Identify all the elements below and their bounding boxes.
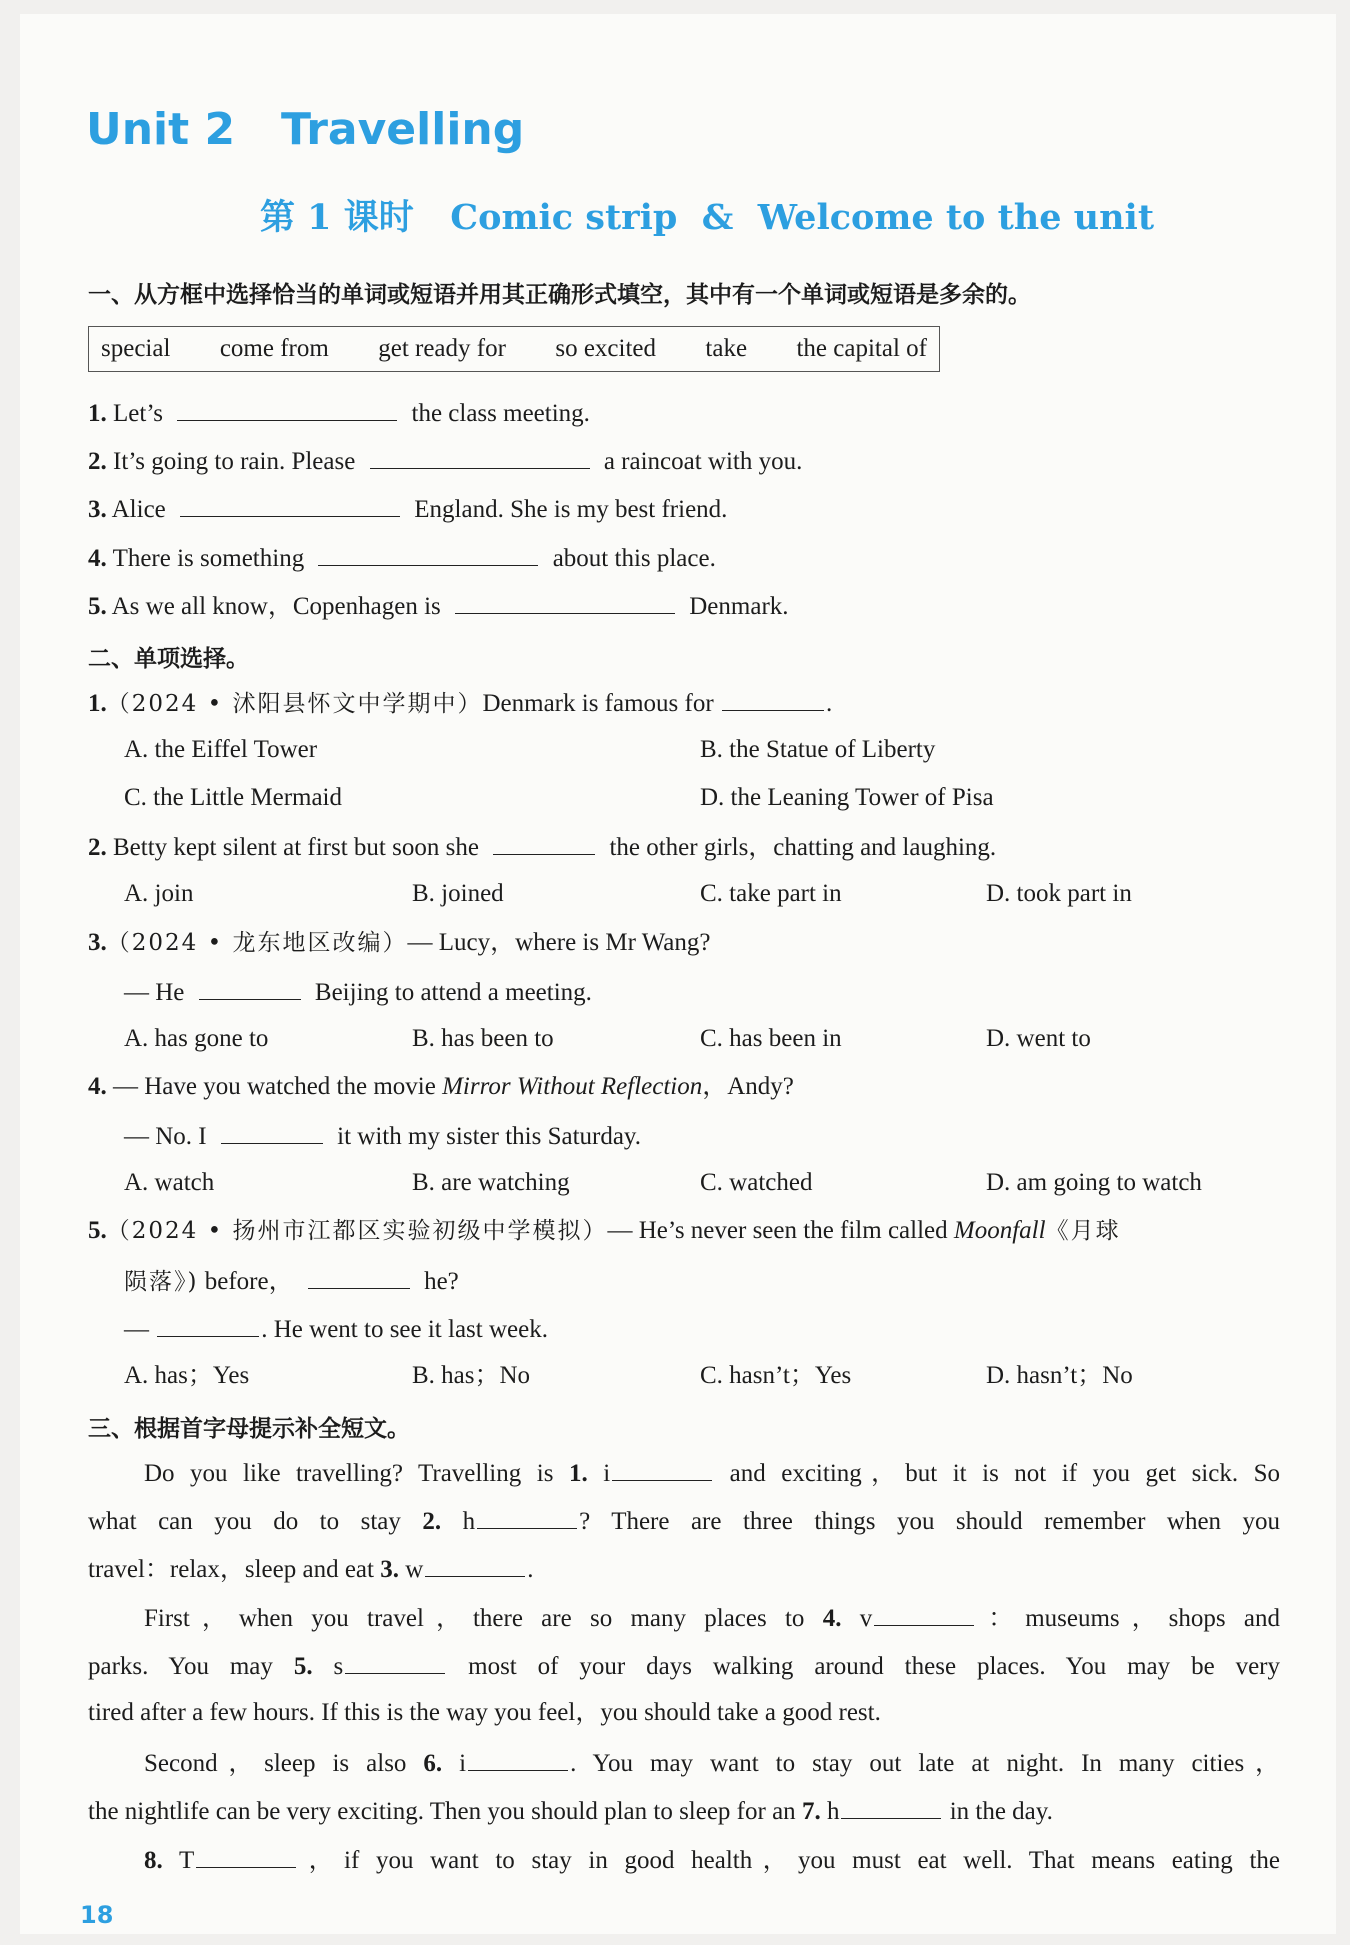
question-stem: the other girls，chatting and laughing. <box>609 834 997 861</box>
question-stem: ，Andy? <box>702 1073 794 1100</box>
blank-number: 6. <box>423 1750 443 1777</box>
blank-number: 2. <box>422 1508 442 1535</box>
initial-letter: h <box>820 1798 840 1825</box>
answer-blank[interactable] <box>177 396 397 421</box>
question-1 <box>88 686 832 720</box>
item-number: 4. <box>88 1073 107 1100</box>
item-number: 2. <box>88 448 107 475</box>
passage-text: parks. You may <box>88 1653 294 1680</box>
item-text: It’s going to rain. Please <box>113 448 356 475</box>
word-option: the capital of <box>796 335 927 362</box>
question-source: （2024 • 扬州市江都区实验初级中学模拟） <box>106 1218 608 1244</box>
item-text: As we all know，Copenhagen is <box>111 593 441 620</box>
option-c[interactable]: C. watched <box>700 1169 813 1196</box>
initial-letter: v <box>841 1605 873 1632</box>
answer-blank[interactable] <box>455 589 675 614</box>
answer-blank[interactable] <box>425 1552 525 1577</box>
answer-blank[interactable] <box>722 686 824 711</box>
question-stem: — No. I <box>124 1123 207 1150</box>
passage-text: ? There are three things you should remember when you <box>579 1508 1281 1535</box>
answer-blank[interactable] <box>308 1264 410 1289</box>
question-4-line2 <box>124 1119 641 1153</box>
blank-number: 1. <box>568 1460 588 1487</box>
passage-text: what can you do to stay <box>88 1508 423 1535</box>
word-box <box>88 326 940 372</box>
passage-text: Second，sleep is also <box>144 1750 424 1777</box>
question-stem: — Lucy，where is Mr Wang? <box>407 929 711 956</box>
question-stem: before， <box>198 1268 294 1295</box>
option-a[interactable]: A. watch <box>124 1169 215 1196</box>
answer-blank[interactable] <box>493 830 595 855</box>
passage-line <box>88 1552 1280 1586</box>
option-a[interactable]: A. has gone to <box>124 1025 269 1052</box>
passage-text: the nightlife can be very exciting. Then you should plan to sleep for an <box>88 1798 802 1825</box>
question-3 <box>88 927 711 959</box>
question-stem: he? <box>424 1268 459 1295</box>
option-c[interactable]: C. has been in <box>700 1025 842 1052</box>
passage-line <box>144 1601 1280 1635</box>
option-a[interactable]: A. join <box>124 880 194 907</box>
item-number: 1. <box>88 400 107 427</box>
fill-item <box>88 444 802 478</box>
option-d[interactable]: D. the Leaning Tower of Pisa <box>700 784 994 811</box>
question-stem: Beijing to attend a meeting. <box>314 979 592 1006</box>
question-3-line2 <box>124 975 592 1009</box>
passage-text: Do you like travelling? Travelling is <box>144 1460 569 1487</box>
answer-blank[interactable] <box>612 1456 712 1481</box>
question-5-line2 <box>124 1264 459 1298</box>
answer-blank[interactable] <box>874 1601 974 1626</box>
passage-text: travel：relax，sleep and eat <box>88 1556 381 1583</box>
question-stem: . He went to see it last week. <box>261 1316 548 1343</box>
option-d[interactable]: D. am going to watch <box>986 1169 1202 1196</box>
initial-letter: i <box>442 1750 467 1777</box>
answer-blank[interactable] <box>199 975 301 1000</box>
answer-blank[interactable] <box>477 1504 577 1529</box>
answer-blank[interactable] <box>345 1649 445 1674</box>
passage-line <box>144 1843 1280 1877</box>
option-a[interactable]: A. has；Yes <box>124 1362 250 1389</box>
question-5 <box>88 1215 1121 1247</box>
fill-item <box>88 589 789 623</box>
item-number: 3. <box>88 929 107 956</box>
option-b[interactable]: B. joined <box>412 880 504 907</box>
option-d[interactable]: D. took part in <box>986 880 1132 907</box>
answer-blank[interactable] <box>841 1794 941 1819</box>
page-number: 18 <box>80 1901 114 1929</box>
blank-number: 8. <box>144 1847 163 1874</box>
answer-blank[interactable] <box>196 1843 296 1868</box>
item-text: Let’s <box>113 400 163 427</box>
initial-letter: s <box>312 1653 344 1680</box>
passage-line <box>144 1456 1280 1490</box>
answer-blank[interactable] <box>318 541 538 566</box>
item-text: Denmark. <box>689 593 789 620</box>
passage-text: most of your days walking around these places. You may be very <box>447 1653 1280 1680</box>
unit-title: Unit 2 Travelling <box>86 104 525 155</box>
option-d[interactable]: D. hasn’t；No <box>986 1362 1133 1389</box>
passage-text: . <box>527 1556 534 1583</box>
question-stem: — Have you watched the movie <box>113 1073 436 1100</box>
blank-number: 5. <box>293 1653 313 1680</box>
question-2 <box>88 830 996 864</box>
item-number: 5. <box>88 1217 107 1244</box>
passage-text: . You may want to stay out late at night. In many cities， <box>570 1750 1280 1777</box>
page <box>20 14 1336 1934</box>
passage-line <box>88 1697 1280 1729</box>
word-option: come from <box>219 335 329 362</box>
passage-line <box>88 1504 1280 1538</box>
film-title: Moonfall <box>953 1217 1046 1244</box>
item-text: There is something <box>112 545 305 572</box>
passage-line <box>88 1794 1280 1828</box>
punct: . <box>825 690 833 717</box>
word-option: so excited <box>555 335 657 362</box>
passage-text: ，if you want to stay in good health，you must eat well. That means eating the <box>298 1847 1280 1874</box>
initial-letter: w <box>398 1556 424 1583</box>
item-number: 1. <box>88 690 107 717</box>
passage-line <box>144 1746 1280 1780</box>
question-stem: Denmark is famous for <box>482 690 714 717</box>
option-d[interactable]: D. went to <box>986 1025 1091 1052</box>
passage-line <box>88 1649 1280 1683</box>
option-b[interactable]: B. has been to <box>412 1025 554 1052</box>
fill-item <box>88 541 716 575</box>
initial-letter: T <box>162 1847 195 1874</box>
section3-heading: 三、根据首字母提示补全短文。 <box>88 1416 410 1442</box>
word-option: special <box>101 335 171 362</box>
word-option: take <box>705 335 748 362</box>
answer-blank[interactable] <box>221 1119 323 1144</box>
option-a[interactable]: A. the Eiffel Tower <box>124 736 318 763</box>
passage-text: First，when you travel，there are so many places to <box>144 1605 823 1632</box>
fill-item <box>88 492 727 526</box>
option-b[interactable]: B. has；No <box>412 1362 531 1389</box>
initial-letter: i <box>587 1460 611 1487</box>
question-source: （2024 • 沭阳县怀文中学期中） <box>106 691 483 717</box>
answer-blank[interactable] <box>370 444 590 469</box>
film-title-cn: 陨落》) <box>124 1269 199 1295</box>
answer-blank[interactable] <box>180 492 400 517</box>
section1-heading: 一、从方框中选择恰当的单词或短语并用其正确形式填空，其中有一个单词或短语是多余的。 <box>88 282 1031 308</box>
passage-text: and exciting，but it is not if you get sick. So <box>714 1460 1280 1487</box>
option-c[interactable]: C. take part in <box>700 880 842 907</box>
item-number: 3. <box>88 496 107 523</box>
passage-text: in the day. <box>943 1798 1053 1825</box>
blank-number: 4. <box>822 1605 842 1632</box>
question-4 <box>88 1071 794 1103</box>
item-text: a raincoat with you. <box>603 448 803 475</box>
film-title-cn: 《月球 <box>1045 1218 1121 1244</box>
option-c[interactable]: C. the Little Mermaid <box>124 784 343 811</box>
lesson-title: 第 1 课时 Comic strip & Welcome to the unit <box>260 197 1155 238</box>
passage-text: tired after a few hours. If this is the way you feel，you should take a good rest. <box>88 1699 881 1726</box>
initial-letter: h <box>441 1508 476 1535</box>
item-number: 2. <box>88 834 107 861</box>
item-text: the class meeting. <box>411 400 590 427</box>
answer-blank[interactable] <box>468 1746 568 1771</box>
question-stem: — He <box>124 979 185 1006</box>
word-option: get ready for <box>378 335 506 362</box>
blank-number: 7. <box>801 1798 821 1825</box>
item-number: 5. <box>88 593 107 620</box>
answer-blank[interactable] <box>157 1312 259 1337</box>
question-stem: — <box>124 1316 149 1343</box>
question-stem: Betty kept silent at first but soon she <box>113 834 479 861</box>
question-stem: it with my sister this Saturday. <box>337 1123 642 1150</box>
option-b[interactable]: B. the Statue of Liberty <box>700 736 936 763</box>
item-number: 4. <box>88 545 107 572</box>
question-stem: — He’s never seen the film called <box>607 1217 948 1244</box>
option-b[interactable]: B. are watching <box>412 1169 570 1196</box>
item-text: Alice <box>111 496 166 523</box>
section2-heading: 二、单项选择。 <box>88 646 249 672</box>
blank-number: 3. <box>380 1556 399 1583</box>
option-c[interactable]: C. hasn’t；Yes <box>700 1362 852 1389</box>
question-source: （2024 • 龙东地区改编） <box>106 930 408 956</box>
item-text: England. She is my best friend. <box>414 496 728 523</box>
question-5-line3 <box>124 1312 548 1346</box>
movie-title: Mirror Without Reflection <box>442 1073 703 1100</box>
passage-text: ：museums，shops and <box>976 1605 1280 1632</box>
fill-item <box>88 396 590 430</box>
item-text: about this place. <box>552 545 716 572</box>
